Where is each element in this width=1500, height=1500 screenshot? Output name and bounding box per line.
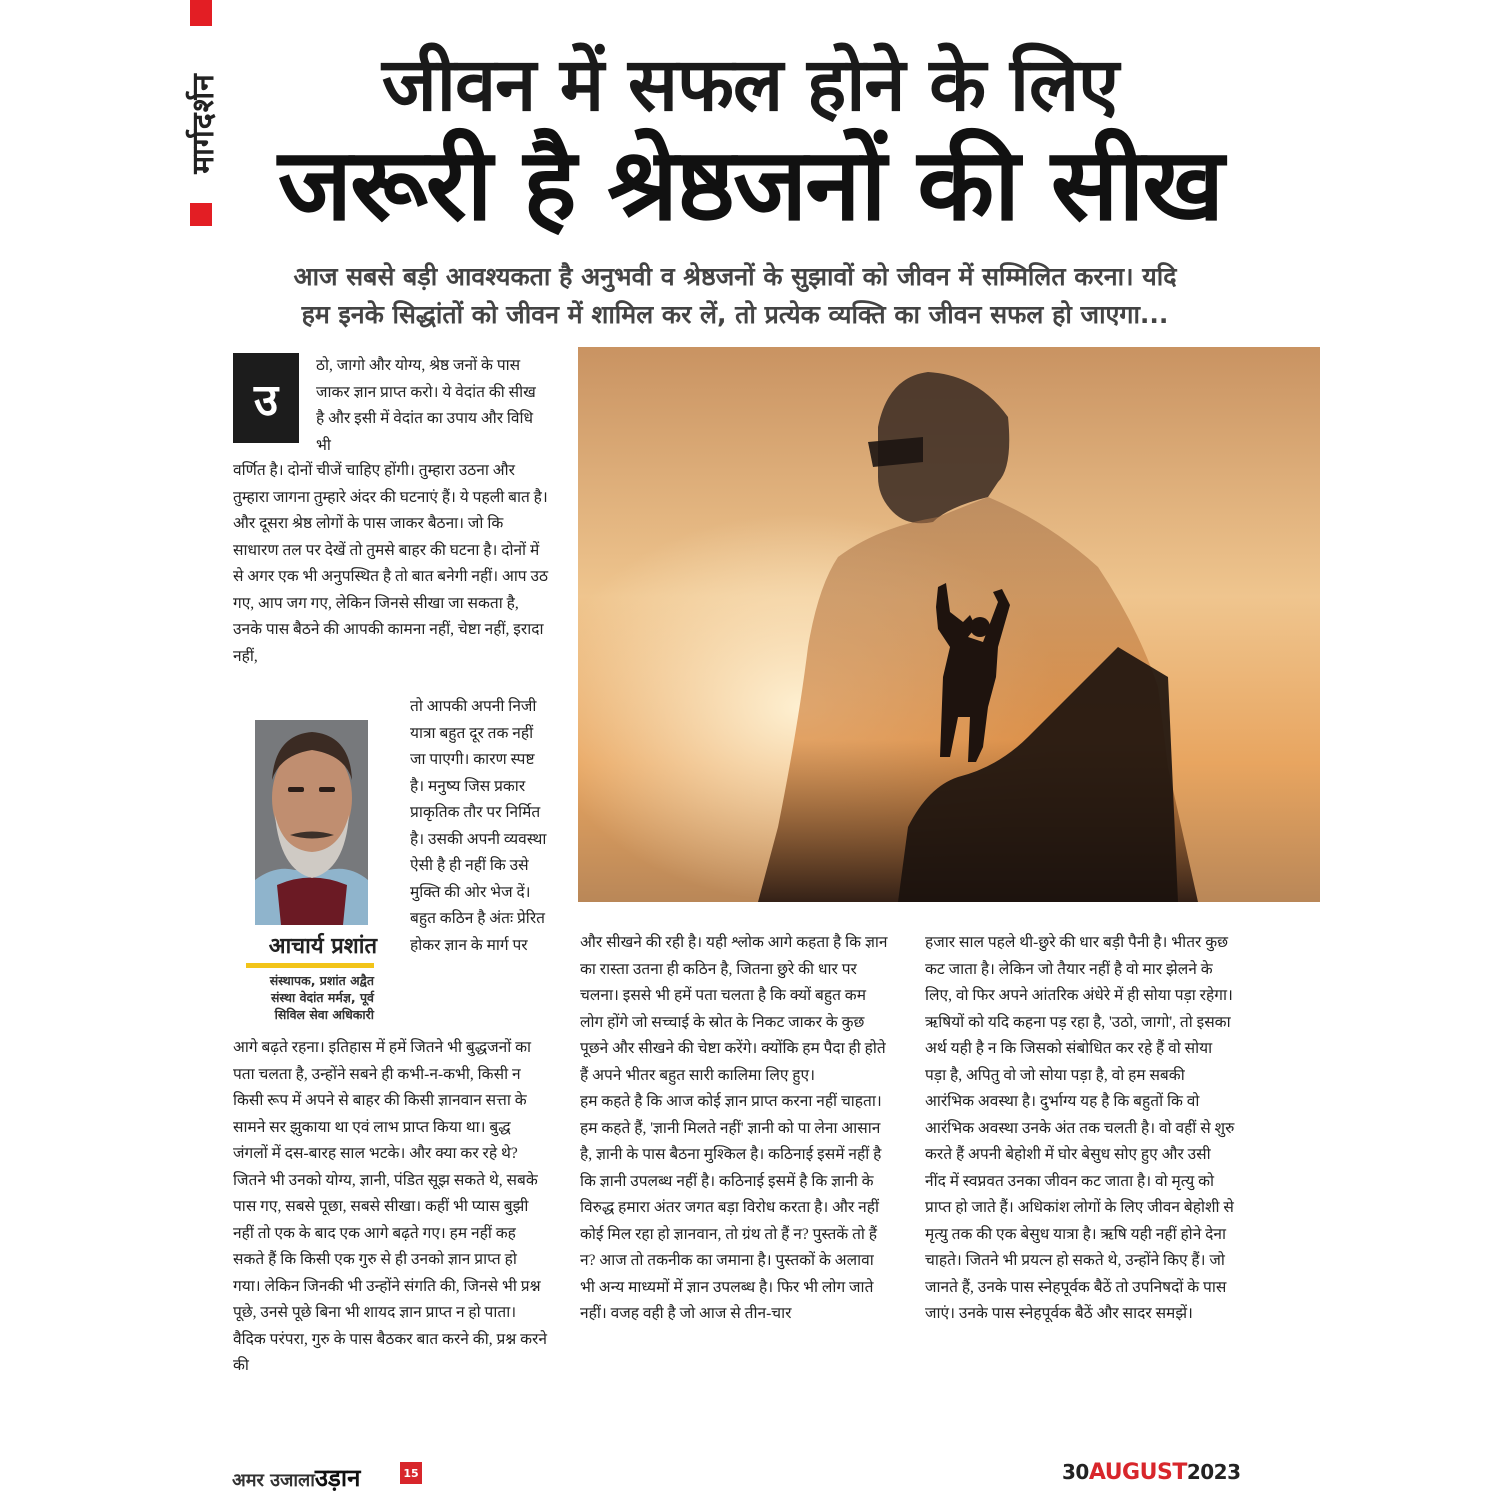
article-paragraph: तो आपकी अपनी निजी यात्रा बहुत दूर तक नहीं जा पाएगी। कारण स्पष्ट है। मनुष्य जिस प्रकार प्राकृतिक तौर पर निर्मित है। उसकी अपनी व्यवस्था ऐसी है ही नहीं कि उसे मुक्ति की ओर भेज दें। बहुत कठिन है अंतः प्रेरित होकर ज्ञान के मार्ग पर: [410, 698, 547, 954]
deck-line2: हम इनके सिद्धांतों को जीवन में शामिल कर लें, तो प्रत्येक व्यक्ति का जीवन सफल हो जाएगा...: [301, 300, 1169, 329]
author-portrait-icon: [255, 720, 368, 925]
date-month: AUGUST: [1088, 1460, 1187, 1485]
publication-name: उड़ान: [314, 1464, 361, 1492]
article-paragraph: आगे बढ़ते रहना। इतिहास में हमें जितने भी बुद्धजनों का पता चलता है, उन्होंने सबने ही कभी-न-कभी, किसी न किसी रूप में अपने से बाहर की किसी ज्ञानवान सत्ता के सामने सर झुकाया था एवं लाभ प्राप्त किया था। बुद्ध जंगलों में दस-बारह साल भटके। और क्या कर रहे थे? जितने भी उनको योग्य, ज्ञानी, पंडित सूझ सकते थे, सबके पास गए, सबसे पूछा, सबसे सीखा। कहीं भी प्यास बुझी नहीं तो एक के बाद एक आगे बढ़ते गए। हम नहीं कह सकते हैं कि किसी एक गुरु से ही उनको ज्ञान प्राप्त हो गया। लेकिन जिनकी भी उन्होंने संगति की, जिनसे भी प्रश्न पूछे, उनसे पूछे बिना भी शायद ज्ञान प्राप्त न हो पाता। वैदिक परंपरा, गुरु के पास बैठकर बात करने की, प्रश्न करने की: [233, 1039, 547, 1374]
publication-prefix: अमर उजाला: [232, 1470, 315, 1491]
article-col1-mid: [233, 458, 548, 670]
publication-logo: [232, 1461, 360, 1494]
article-col1-narrow: [410, 694, 550, 959]
article-paragraph: वर्णित है। दोनों चीजें चाहिए होंगी। तुम्हारा उठना और तुम्हारा जागना तुम्हारे अंदर की घटनाएं हैं। ये पहली बात है। और दूसरा श्रेष्ठ लोगों के पास जाकर बैठना। जो कि साधारण तल पर देखें तो तुमसे बाहर की घटना है। दोनों में से अगर एक भी अनुपस्थित है तो बात बनेगी नहीं। आप उठ गए, आप जग गए, लेकिन जिनसे सीखा जा सकता है, उनके पास बैठने की आपकी कामना नहीं, चेष्टा नहीं, इरादा नहीं,: [233, 462, 548, 665]
article-col1-top: [316, 353, 546, 459]
issue-date: [1062, 1460, 1241, 1485]
author-name: आचार्य प्रशांत: [268, 934, 377, 959]
article-paragraph: हम कहते है कि आज कोई ज्ञान प्राप्त करना नहीं चाहता। हम कहते हैं, 'ज्ञानी मिलते नहीं' ज्ञानी को पा लेना आसान है, ज्ञानी के पास बैठना मुश्किल है। कठिनाई इसमें नहीं है कि ज्ञानी उपलब्ध नहीं है। कठिनाई इसमें है कि ज्ञानी के विरुद्ध हमारा अंतर जगत बड़ा विरोध करता है। और नहीं कोई मिल रहा हो ज्ञानवान, तो ग्रंथ तो हैं न? पुस्तकें तो हैं न? आज तो तकनीक का जमाना है। पुस्तकों के अलावा भी अन्य माध्यमों में ज्ञान उपलब्ध है। फिर भी लोग जाते नहीं। वजह वही है जो आज से तीन-चार: [580, 1093, 882, 1322]
author-description: संस्थापक, प्रशांत अद्वैत संस्था वेदांत मर्मज्ञ, पूर्व सिविल सेवा अधिकारी: [269, 973, 374, 1022]
deck: [240, 258, 1230, 334]
drop-cap: उ: [233, 353, 299, 443]
page-number: 15: [400, 1462, 422, 1484]
author-photo: [255, 720, 368, 925]
article-col1-bottom: [233, 1035, 548, 1380]
author-underline: [246, 963, 374, 968]
section-label: मार्गदर्शन: [185, 72, 221, 174]
article-paragraph: हजार साल पहले थी-छुरे की धार बड़ी पैनी है। भीतर कुछ कट जाता है। लेकिन जो तैयार नहीं है वो मार झेलने के लिए, वो फिर अपने आंतरिक अंधेरे में ही सोया पड़ा रहेगा। ऋषियों को यदि कहना पड़ रहा है, 'उठो, जागो', तो इसका अर्थ यही है न कि जिसको संबोधित कर रहे हैं वो सोया पड़ा है, अपितु वो जो सोया पड़ा है, वो हम सबकी आरंभिक अवस्था है। दुर्भाग्य यह है कि बहुतों कि वो आरंभिक अवस्था उनके अंत तक चलती है। वो वहीं से शुरु करते हैं अपनी बेहोशी में घोर बेसुध सोए हुए और उसी नींद में स्वप्नवत उनका जीवन कट जाता है। वो मृत्यु को प्राप्त हो जाते हैं। अधिकांश लोगों के लिए जीवन बेहोशी से मृत्यु तक की एक बेसुध यात्रा है। ऋषि यही नहीं होने देना चाहते। जितने भी प्रयत्न हो सकते थे, उन्होंने किए हैं। जो जानते हैं, उनके पास स्नेहपूर्वक बैठें तो उपनिषदों के पास जाएं। उनके पास स्नेहपूर्वक बैठें और सादर समझें।: [925, 934, 1235, 1322]
hero-image: [578, 347, 1320, 902]
article-col2: [580, 930, 890, 1328]
section-bar-top: [190, 0, 212, 26]
silhouette-sunset-icon: [578, 347, 1320, 902]
article-paragraph: और सीखने की रही है। यही श्लोक आगे कहता है कि ज्ञान का रास्ता उतना ही कठिन है, जितना छुरे की धार पर चलना। इससे भी हमें पता चलता है कि क्यों बहुत कम लोग होंगे जो सच्चाई के स्रोत के निकट जाकर के कुछ पूछने और सीखने की चेष्टा करेंगे। क्योंकि हम पैदा ही होते हैं अपने भीतर बहुत सारी कालिमा लिए हुए।: [580, 934, 888, 1084]
headline-line2: जरूरी है श्रेष्ठजनों की सीख: [277, 126, 1223, 243]
deck-line1: आज सबसे बड़ी आवश्यकता है अनुभवी व श्रेष्ठजनों के सुझावों को जीवन में सम्मिलित करना। यदि: [293, 262, 1177, 291]
headline-line1: जीवन में सफल होने के लिए: [381, 42, 1119, 128]
date-year: 2023: [1186, 1460, 1241, 1484]
article-col3: [925, 930, 1235, 1328]
date-day: 30: [1062, 1460, 1089, 1484]
article-paragraph: ठो, जागो और योग्य, श्रेष्ठ जनों के पास जाकर ज्ञान प्राप्त करो। ये वेदांत की सीख है और इसी में वेदांत का उपाय और विधि भी: [316, 357, 536, 454]
section-bar-bottom: [190, 203, 212, 226]
